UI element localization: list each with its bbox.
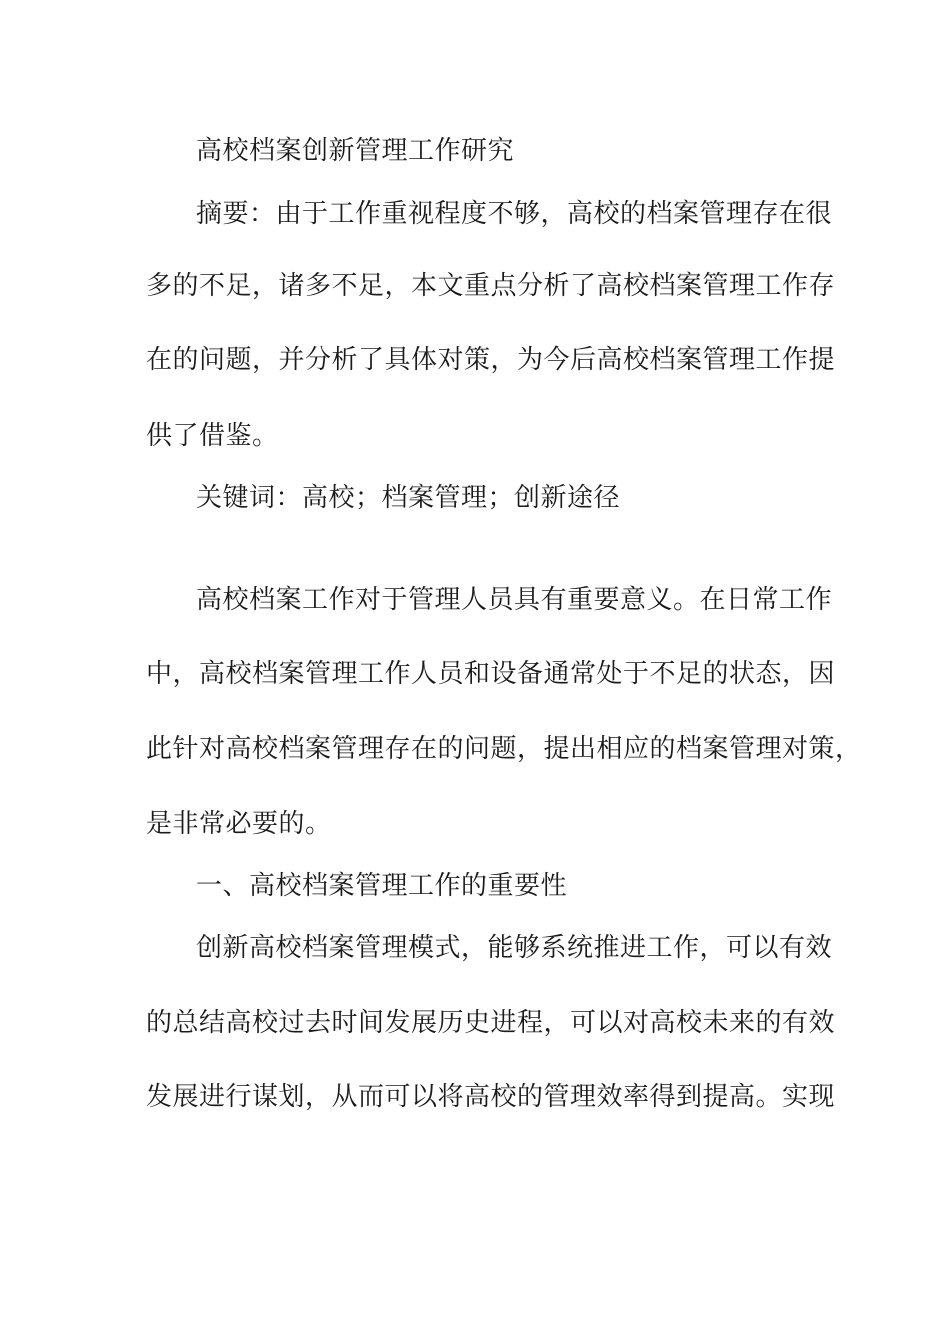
abstract-line: 在的问题，并分析了具体对策，为今后高校档案管理工作提 [146,345,836,375]
abstract-line: 供了借鉴。 [146,421,279,451]
abstract-line: 多的不足，诸多不足，本文重点分析了高校档案管理工作存 [146,271,836,301]
intro-line: 此针对高校档案管理存在的问题，提出相应的档案管理对策， [146,734,862,764]
section-line: 创新高校档案管理模式，能够系统推进工作，可以有效 [196,933,833,963]
intro-line: 中，高校档案管理工作人员和设备通常处于不足的状态，因 [146,659,836,689]
document-title: 高校档案创新管理工作研究 [196,136,515,166]
abstract-line: 摘要：由于工作重视程度不够，高校的档案管理存在很 [196,199,833,229]
intro-line: 高校档案工作对于管理人员具有重要意义。在日常工作 [196,585,833,615]
intro-line: 是非常必要的。 [146,809,332,839]
section-heading: 一、高校档案管理工作的重要性 [196,871,568,901]
section-line: 的总结高校过去时间发展历史进程，可以对高校未来的有效 [146,1008,836,1038]
keywords: 关键词：高校；档案管理；创新途径 [196,483,621,513]
section-line: 发展进行谋划，从而可以将高校的管理效率得到提高。实现 [146,1082,836,1112]
